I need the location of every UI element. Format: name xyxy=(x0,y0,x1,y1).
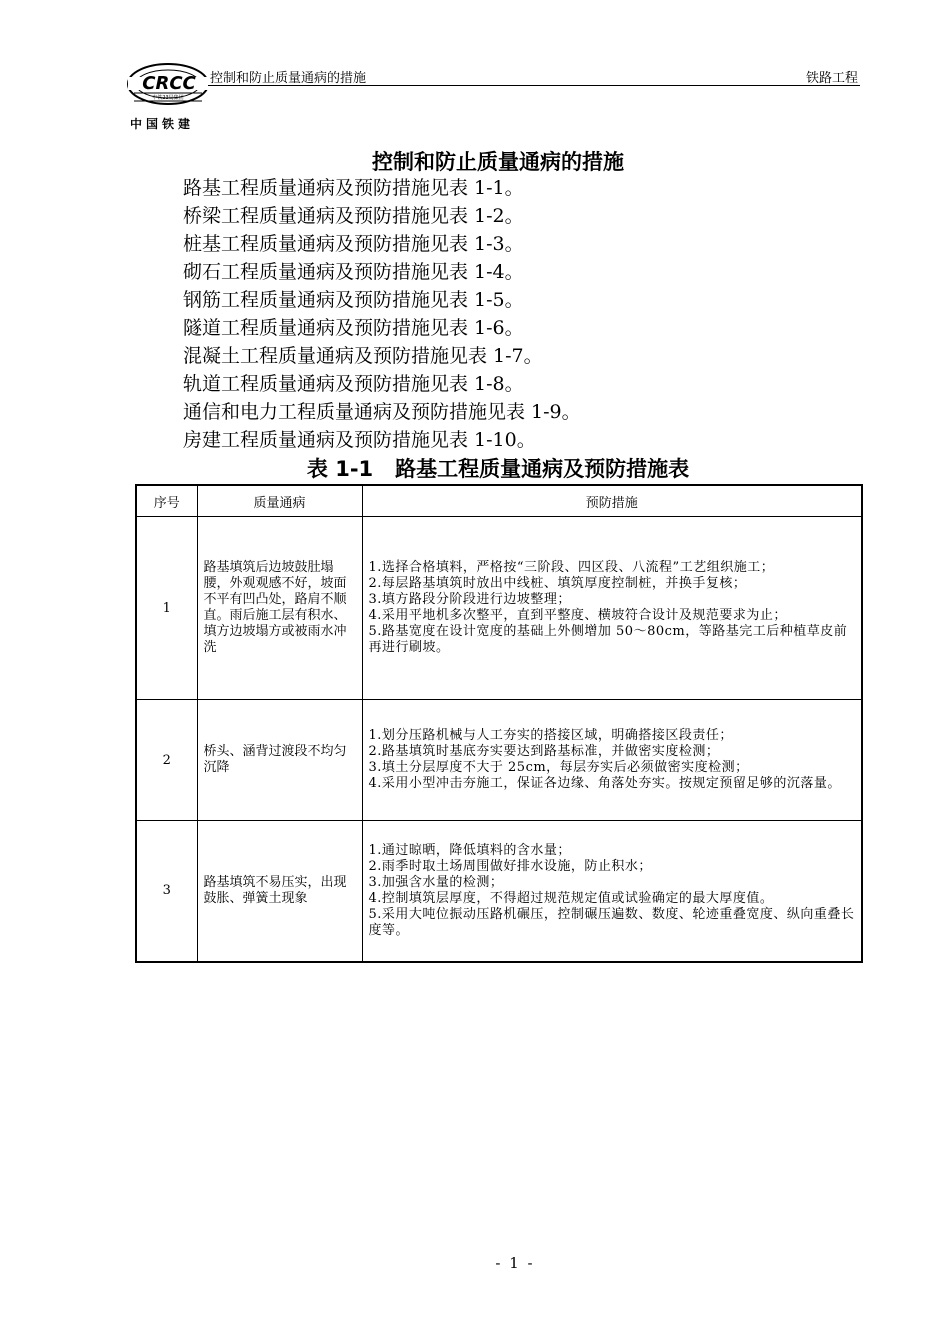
measure-line: 2.雨季时取土场周围做好排水设施，防止积水； xyxy=(368,858,652,874)
table-row xyxy=(136,517,862,700)
measure-line: 2.每层路基填筑时放出中线桩、填筑厚度控制桩，并换手复核； xyxy=(368,576,747,591)
column-header-number: 序号 xyxy=(136,485,197,517)
measure-line: 1.通过晾晒，降低填料的含水量； xyxy=(368,842,571,858)
header-doc-title: 控制和防止质量通病的措施 xyxy=(210,71,367,86)
measure-line: 1.选择合格填料，严格按“三阶段、四区段、八流程”工艺组织施工； xyxy=(368,560,775,575)
list-item: 通信和电力工程质量通病及预防措施见表 1-9。 xyxy=(183,401,581,423)
measure-line: 4.采用平地机多次整平，直到平整度、横坡符合设计及规范要求为止； xyxy=(368,608,787,623)
measure-line: 5.路基宽度在设计宽度的基础上外侧增加 50～80cm，等路基完工后种植草皮前再进行刷坡。 xyxy=(368,624,848,655)
crcc-logo-icon xyxy=(124,58,214,114)
row-number: 1 xyxy=(136,517,197,700)
measure-line: 3.填土分层厚度不大于 25cm，每层夯实后必须做密实度检测； xyxy=(368,760,749,775)
list-item: 隧道工程质量通病及预防措施见表 1-6。 xyxy=(183,317,524,339)
list-item: 桩基工程质量通病及预防措施见表 1-3。 xyxy=(183,233,524,255)
table-row xyxy=(136,700,862,821)
list-item: 砌石工程质量通病及预防措施见表 1-4。 xyxy=(183,261,524,283)
defect-cell: 路基填筑后边坡鼓肚塌腰，外观观感不好，坡面不平有凹凸处，路肩不顺直。雨后施工层有积水、填方边坡塌方或被雨水冲洗 xyxy=(197,517,362,700)
measure-line: 3.填方路段分阶段进行边坡整理； xyxy=(368,592,571,607)
column-header-measures: 预防措施 xyxy=(362,485,862,517)
logo-name: CRCC xyxy=(142,73,196,94)
row-number: 2 xyxy=(136,700,197,821)
defects-table xyxy=(135,484,863,963)
page-number: - 1 - xyxy=(495,1254,535,1272)
header-category: 铁路工程 xyxy=(805,71,858,86)
measure-line: 2.路基填筑时基底夯实要达到路基标准，并做密实度检测； xyxy=(368,744,720,759)
list-item: 桥梁工程质量通病及预防措施见表 1-2。 xyxy=(183,205,524,227)
list-item: 钢筋工程质量通病及预防措施见表 1-5。 xyxy=(183,289,524,311)
list-item: 轨道工程质量通病及预防措施见表 1-8。 xyxy=(183,373,524,395)
page-title: 控制和防止质量通病的措施 xyxy=(372,150,624,174)
measure-line: 1.划分压路机械与人工夯实的搭接区域，明确搭接区段责任； xyxy=(368,728,733,743)
table-header-row xyxy=(136,485,862,517)
list-item: 房建工程质量通病及预防措施见表 1-10。 xyxy=(183,429,536,451)
measure-line: 4.控制填筑层厚度，不得超过规范规定值或试验确定的最大厚度值。 xyxy=(368,890,774,906)
defect-cell: 桥头、涵背过渡段不均匀沉降 xyxy=(197,700,362,821)
reference-list xyxy=(183,174,581,454)
table-row xyxy=(136,821,862,962)
table-title: 表 1-1 路基工程质量通病及预防措施表 xyxy=(306,457,690,481)
row-number: 3 xyxy=(136,821,197,962)
list-item: 路基工程质量通病及预防措施见表 1-1。 xyxy=(183,177,524,199)
measure-line: 5.采用大吨位振动压路机碾压，控制碾压遍数、数度、轮迹重叠宽度、纵向重叠长度等。 xyxy=(368,906,855,938)
header-divider xyxy=(208,85,860,86)
logo-subtext: 中铁23局集团 xyxy=(152,95,184,101)
company-logo xyxy=(124,58,214,130)
measures-cell xyxy=(362,517,862,700)
measure-line: 3.加强含水量的检测； xyxy=(368,874,504,890)
list-item: 混凝土工程质量通病及预防措施见表 1-7。 xyxy=(183,345,543,367)
measures-cell xyxy=(362,821,862,962)
logo-caption: 中国铁建 xyxy=(130,117,195,131)
page-header xyxy=(0,0,950,140)
measure-line: 4.采用小型冲击夯施工，保证各边缘、角落处夯实。按规定预留足够的沉落量。 xyxy=(368,776,841,791)
measures-cell xyxy=(362,700,862,821)
column-header-defect: 质量通病 xyxy=(197,485,362,517)
defect-cell: 路基填筑不易压实，出现鼓胀、弹簧土现象 xyxy=(197,821,362,962)
